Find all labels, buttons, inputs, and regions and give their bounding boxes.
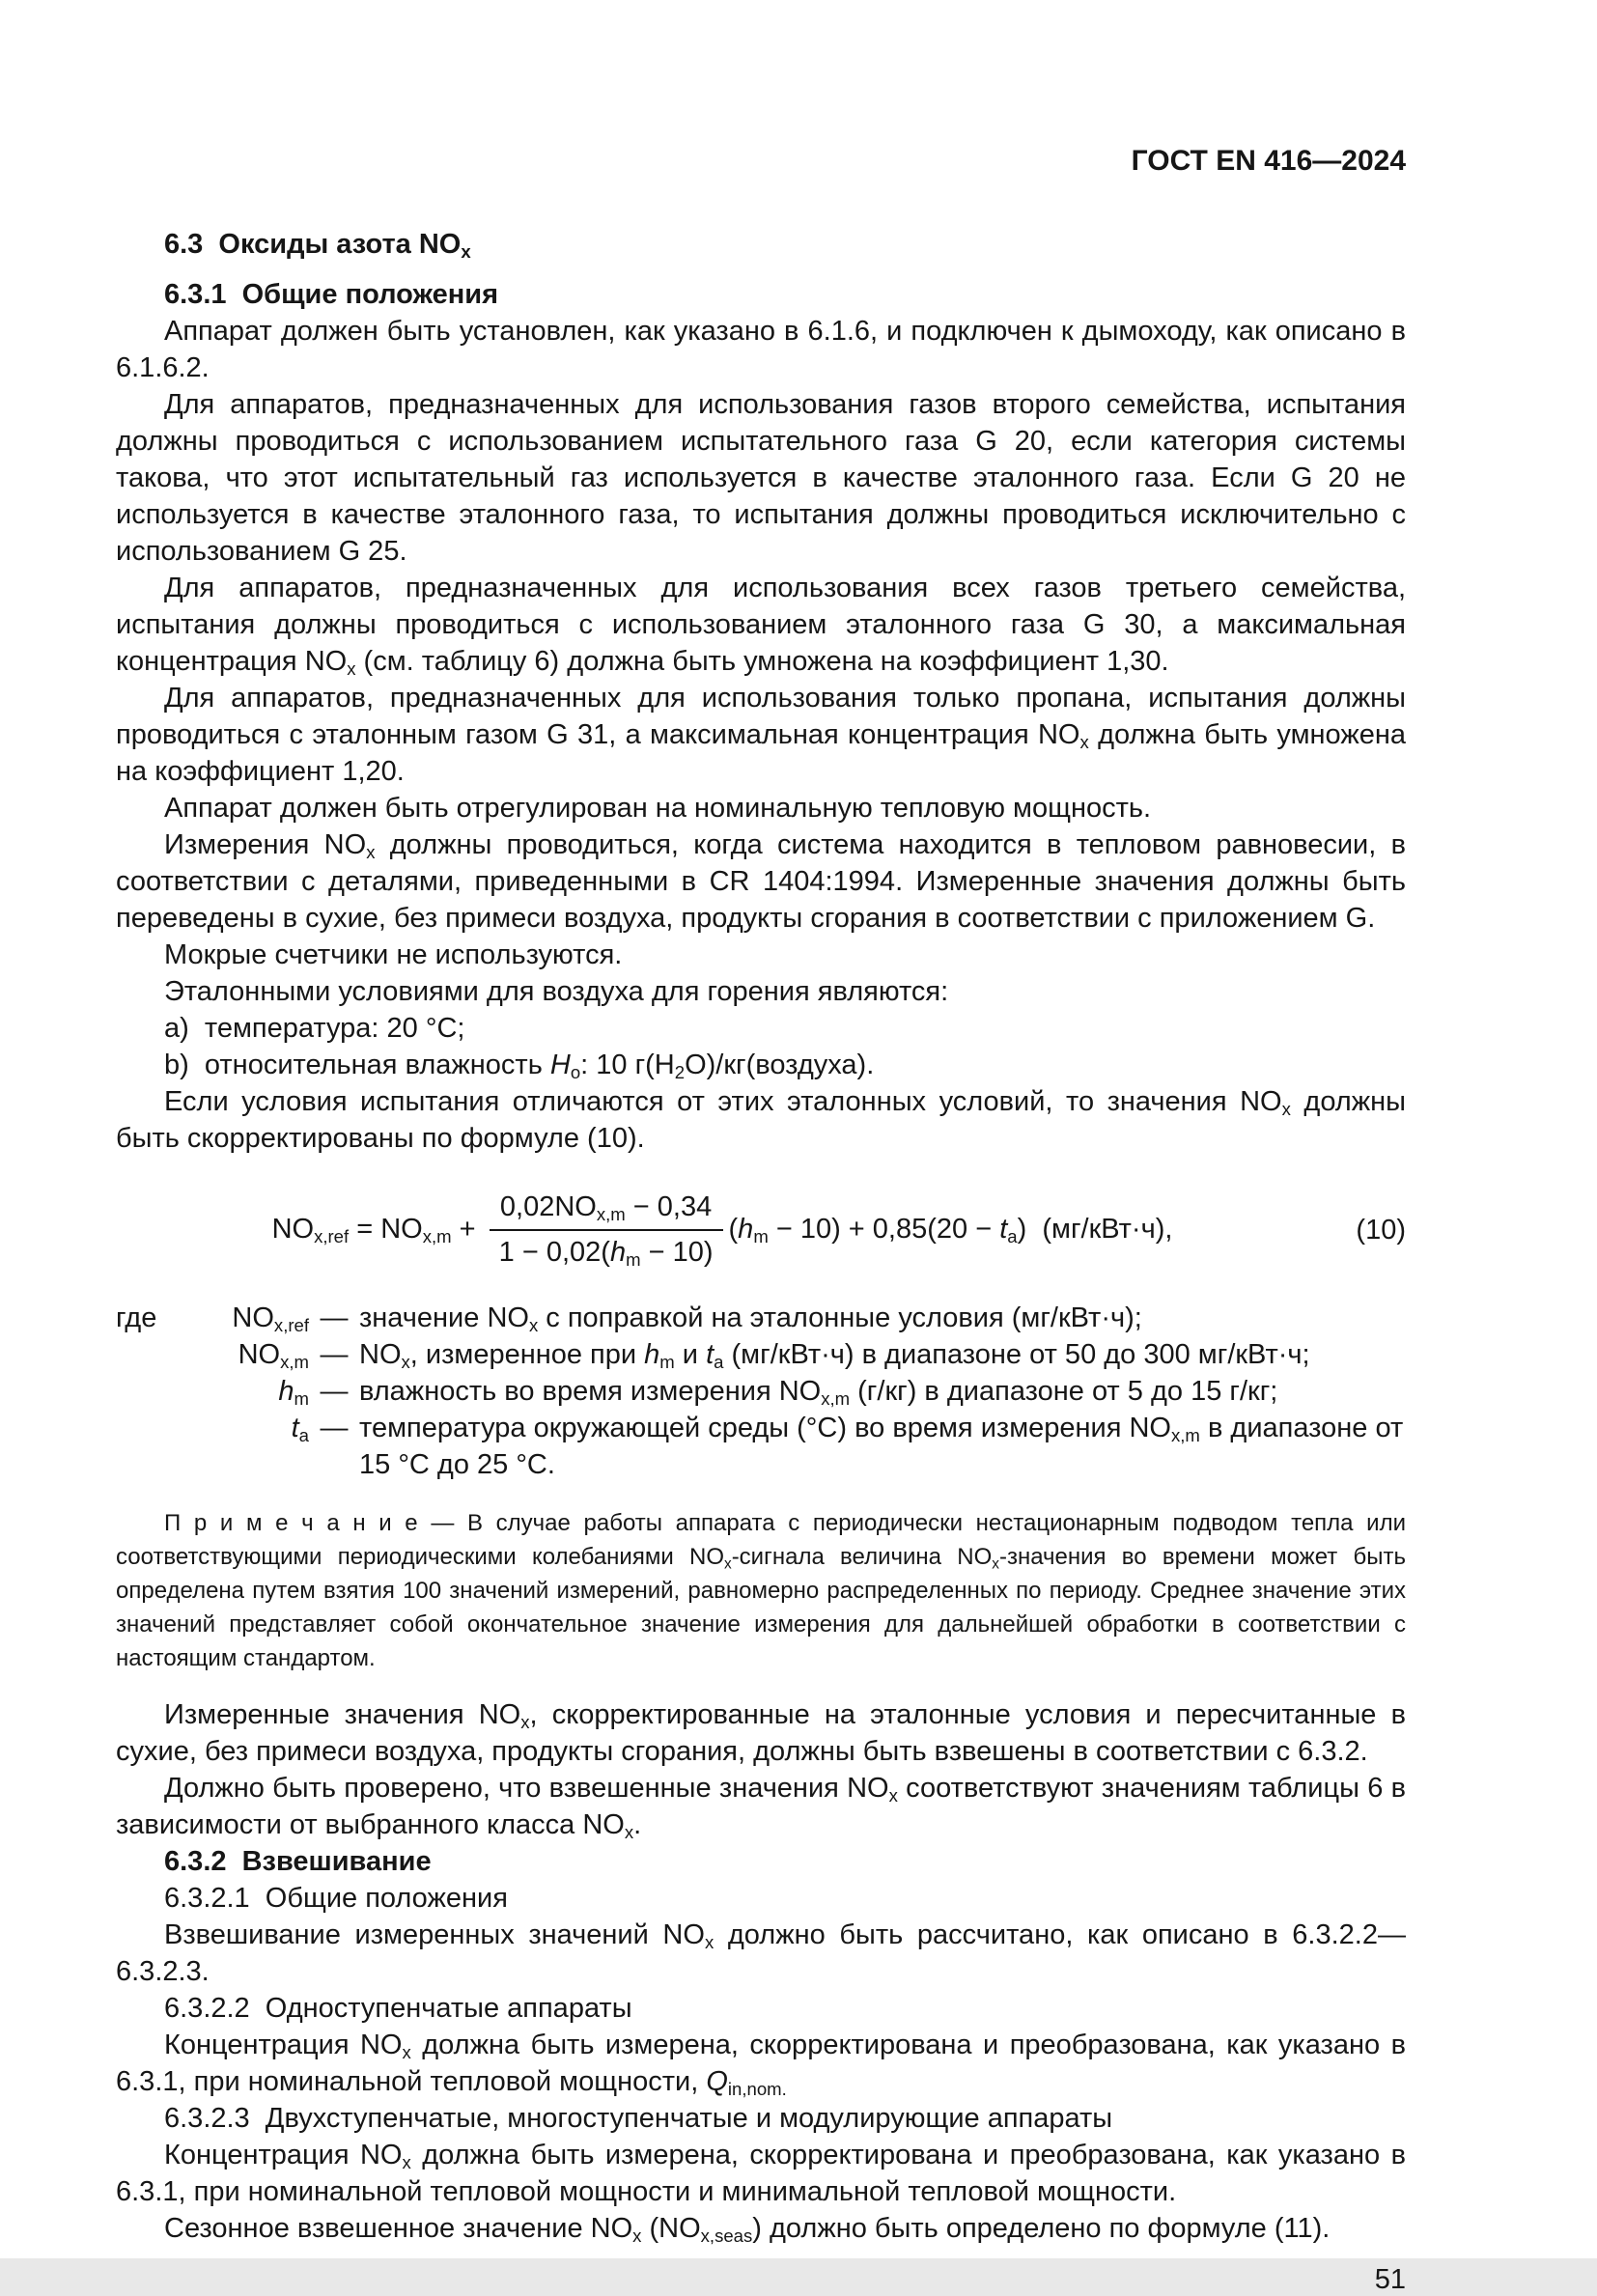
paragraph: Должно быть проверено, что взвешенные значения $NO_x$ соответствуют значениям таблицы 6 в зависимости от выбранного класса $NO_x$. — [116, 1773, 1407, 1843]
where-definitions — [116, 1300, 1406, 1483]
where-lead: где — [116, 1302, 157, 1333]
where-term: $t_a$ — [291, 1413, 309, 1446]
where-term: где $NO_{x,ref}$ — [116, 1300, 309, 1336]
list-item-b: b) относительная влажность $H_o$: 10 $г(H_2O)/кг(воздуха)$. — [164, 1050, 875, 1083]
where-term: $NO_{x,m}$ — [238, 1339, 309, 1373]
section-heading-6-3-2: 6.3.2 Взвешивание — [164, 1846, 432, 1877]
formula-denominator: $1 - 0,02(h_m - 10)$ — [498, 1237, 714, 1271]
paragraph: Эталонными условиями для воздуха для горения являются: — [164, 976, 949, 1007]
formula-number: (10) — [1356, 1214, 1406, 1246]
where-dash: — — [320, 1339, 349, 1370]
where-row — [116, 1373, 1406, 1410]
paragraph: Измерения $NO_x$ должны проводиться, когда система находится в тепловом равновесии, в соответствии с деталями, приведенными в CR 1404:1994. Измеренные значения должны быть переведены в сухие, без примеси воздуха, продукты сгорания в соответствии с приложением G. — [116, 829, 1406, 934]
where-definition: значение $NO_x$ с поправкой на эталонные условия (мг/кВт·ч); — [359, 1302, 1142, 1336]
formula-expression — [116, 1190, 1329, 1271]
formula-lhs: $NO_{x,ref} = NO_{x,m}$ + — [271, 1213, 484, 1246]
where-definition: температура окружающей среды (°C) во время измерения $NO_{x,m}$ в диапазоне от 15 °C до 25 °C. — [359, 1413, 1404, 1480]
paragraph: Аппарат должен быть отрегулирован на номинальную тепловую мощность. — [164, 793, 1152, 824]
formula-numerator: $0,02NO_{x,m} - 0,34$ — [490, 1190, 723, 1231]
paragraph: Аппарат должен быть установлен, как указано в 6.1.6, и подключен к дымоходу, как описано в 6.1.6.2. — [116, 316, 1406, 383]
where-term: $h_m$ — [278, 1376, 309, 1410]
paragraph: Концентрация $NO_x$ должна быть измерена, скорректирована и преобразована, как указано в 6.3.1, при номинальной тепловой мощности и минимальной тепловой мощности. — [116, 2140, 1407, 2207]
paragraph: Сезонное взвешенное значение $NO_x$ $(NO_{x,seas})$ должно быть определено по формуле (11). — [164, 2213, 1331, 2247]
doc-header: ГОСТ EN 416—2024 — [1131, 145, 1406, 177]
page-number: 51 — [1374, 2264, 1406, 2295]
paragraph: Для аппаратов, предназначенных для использования газов второго семейства, испытания должны проводиться с использованием испытательного газа G 20, если категория системы такова, что этот испытательный газ используется в качестве эталонного газа. Если G 20 не используется в качестве эталонного газа, то испытания должны проводиться исключительно с использованием G 25. — [116, 389, 1406, 567]
where-row — [116, 1300, 1406, 1336]
where-definition: $NO_x$, измеренное при $h_m$ и $t_a$ (мг/кВт·ч) в диапазоне от 50 до 300 мг/кВт·ч; — [359, 1339, 1310, 1373]
section-heading-6-3-1: 6.3.1 Общие положения — [164, 279, 499, 310]
formula-fraction — [490, 1190, 723, 1271]
formula-10 — [116, 1190, 1406, 1271]
section-heading-6-3-2-3: 6.3.2.3 Двухступенчатые, многоступенчатые и модулирующие аппараты — [164, 2103, 1113, 2134]
where-row — [116, 1336, 1406, 1373]
where-dash: — — [320, 1302, 349, 1333]
list-item-a: a) температура: 20 °C; — [164, 1013, 465, 1044]
paragraph: Концентрация $NO_x$ должна быть измерена, скорректирована и преобразована, как указано в 6.3.1, при номинальной тепловой мощности, $Q_{in,nom.}$ — [116, 2030, 1407, 2100]
paragraph: Для аппаратов, предназначенных для использования только пропана, испытания должны проводиться с эталонным газом G 31, а максимальная концентрация $NO_x$ должна быть умножена на коэффициент 1,20. — [116, 683, 1406, 787]
where-definition: влажность во время измерения $NO_{x,m}$ (г/кг) в диапазоне от 5 до 15 г/кг; — [359, 1376, 1278, 1410]
paragraph: Для аппаратов, предназначенных для использования всех газов третьего семейства, испытания должны проводиться с использованием эталонного газа G 30, а максимальная концентрация $NO_x$ (см. таблицу 6) должна быть умножена на коэффициент 1,30. — [116, 573, 1406, 680]
section-heading-6-3-2-2: 6.3.2.2 Одноступенчатые аппараты — [164, 1993, 632, 2024]
paragraph: Взвешивание измеренных значений $NO_x$ должно быть рассчитано, как описано в 6.3.2.2—6.3.2.3. — [116, 1919, 1406, 1987]
paragraph: Мокрые счетчики не используются. — [164, 939, 623, 970]
where-dash: — — [320, 1413, 349, 1443]
where-row — [116, 1410, 1406, 1483]
paragraph: Если условия испытания отличаются от этих эталонных условий, то значения $NO_x$ должны быть скорректированы по формуле (10). — [116, 1086, 1406, 1154]
where-dash: — — [320, 1376, 349, 1407]
section-heading-6-3-2-1: 6.3.2.1 Общие положения — [164, 1883, 508, 1914]
page-content — [116, 0, 1406, 2296]
paragraph: Измеренные значения $NO_x$, скорректированные на эталонные условия и пересчитанные в сухие, без примеси воздуха, продукты сгорания, должны быть взвешены в соответствии с 6.3.2. — [116, 1699, 1406, 1767]
note-paragraph: П р и м е ч а н и е — В случае работы аппарата с периодически нестационарным подводом тепла или соответствующими периодическими колебаниями $NO_x$-сигнала величина $NO_x$-значения во времени может быть определена путем взятия 100 значений измерений, равномерно распределенных по периоду. Среднее значение этих значений представляет собой окончательное значение измерения для дальнейшей обработки в соответствии с настоящим стандартом. — [116, 1510, 1406, 1671]
formula-rhs: $(h_m - 10) + 0,85(20 - t_a)$ (мг/кВт·ч), — [728, 1213, 1173, 1246]
section-heading-6-3: 6.3 Оксиды азота $NO_x$ — [164, 229, 471, 263]
